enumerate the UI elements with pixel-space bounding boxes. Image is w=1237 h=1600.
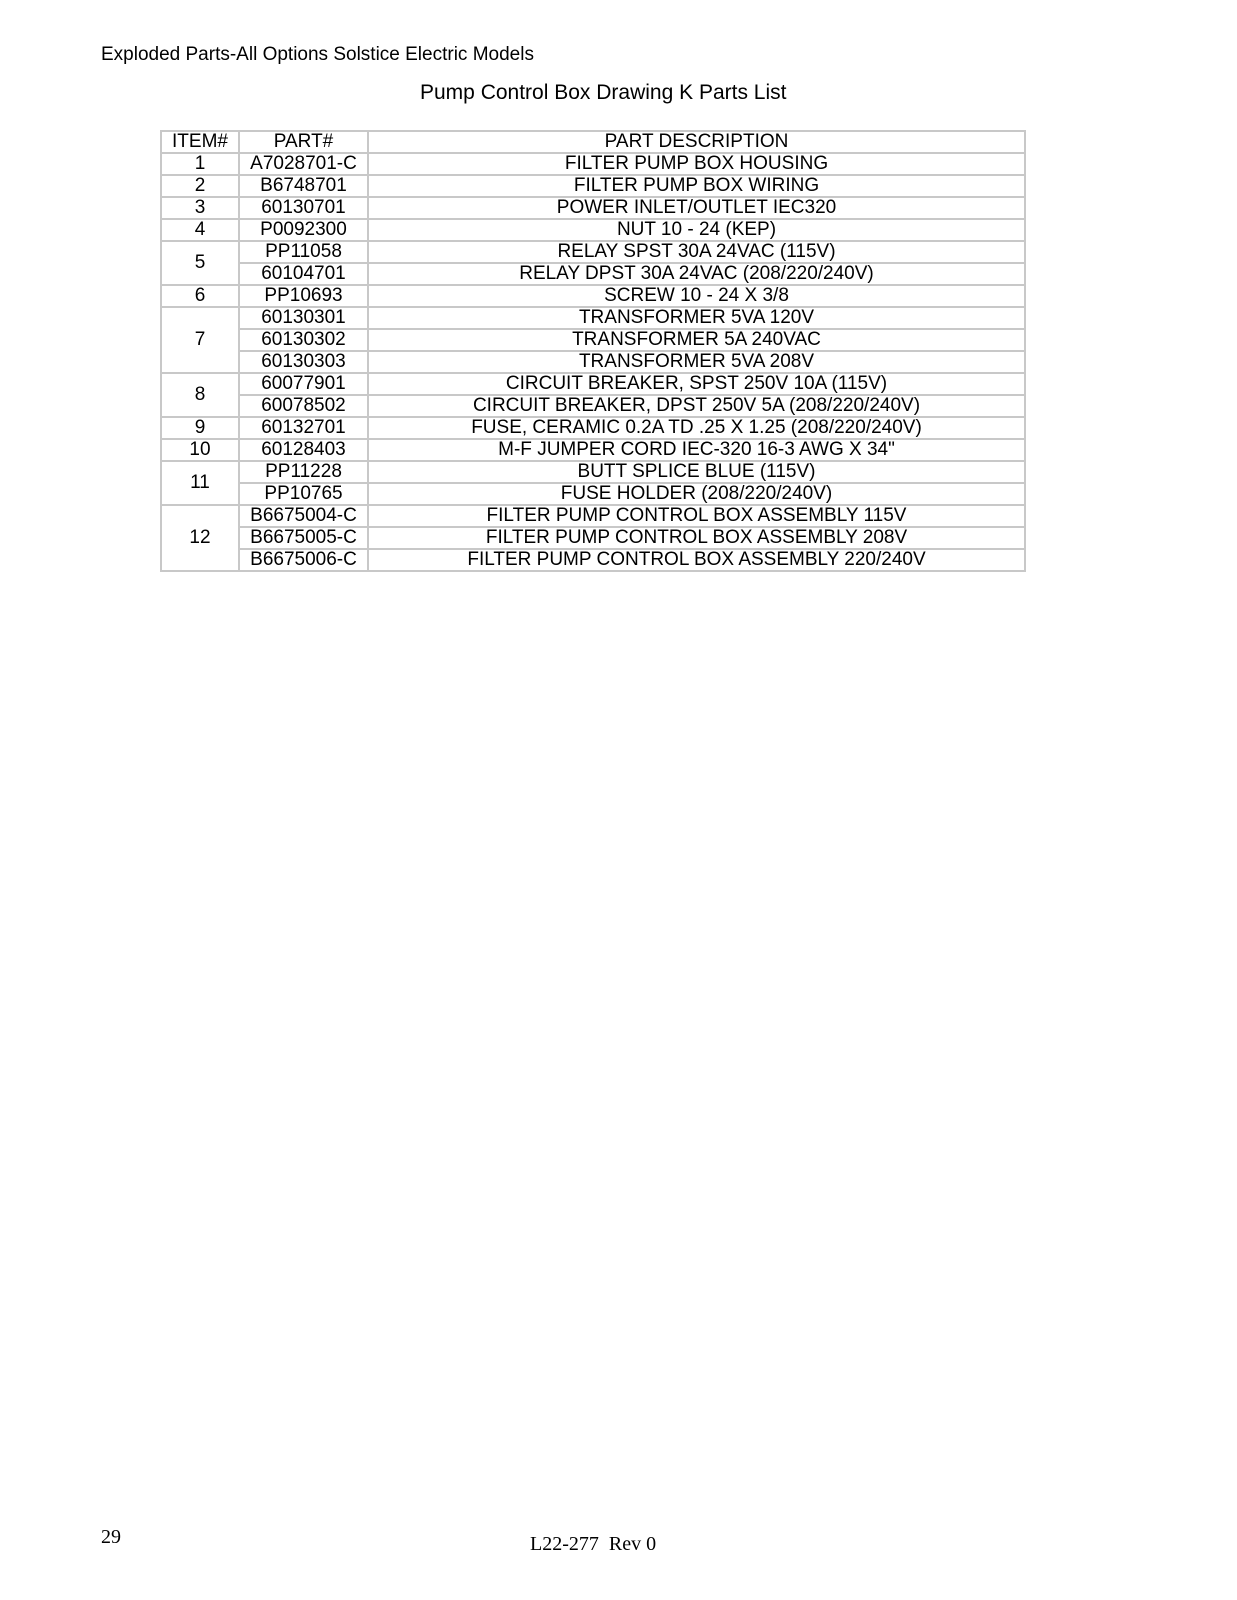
item-number-cell: 11 [161,461,239,505]
part-number-cell: A7028701-C [239,153,368,175]
part-number-cell: 60078502 [239,395,368,417]
part-number-cell: 60130301 [239,307,368,329]
part-description-cell: FILTER PUMP CONTROL BOX ASSEMBLY 220/240V [368,549,1025,571]
part-number-cell: 60077901 [239,373,368,395]
part-description-cell: FUSE HOLDER (208/220/240V) [368,483,1025,505]
item-number-cell: 10 [161,439,239,461]
part-description-cell: RELAY SPST 30A 24VAC (115V) [368,241,1025,263]
part-number-cell: 60130303 [239,351,368,373]
part-description-cell: FILTER PUMP BOX WIRING [368,175,1025,197]
item-number-cell: 3 [161,197,239,219]
part-description-cell: CIRCUIT BREAKER, SPST 250V 10A (115V) [368,373,1025,395]
table-row [161,395,1025,417]
item-number-cell: 9 [161,417,239,439]
part-description-cell: CIRCUIT BREAKER, DPST 250V 5A (208/220/240V) [368,395,1025,417]
part-description-cell: FILTER PUMP CONTROL BOX ASSEMBLY 115V [368,505,1025,527]
table-row [161,527,1025,549]
item-number-cell: 5 [161,241,239,285]
item-number-cell: 8 [161,373,239,417]
part-description-cell: BUTT SPLICE BLUE (115V) [368,461,1025,483]
document-reference: L22-277 Rev 0 [530,1533,657,1555]
table-row [161,197,1025,219]
item-number-cell: 2 [161,175,239,197]
table-row [161,549,1025,571]
table-row [161,263,1025,285]
part-description-cell: TRANSFORMER 5A 240VAC [368,329,1025,351]
part-number-cell: PP10765 [239,483,368,505]
part-number-cell: 60130302 [239,329,368,351]
part-number-cell: 60128403 [239,439,368,461]
part-number-cell: PP10693 [239,285,368,307]
part-description-cell: M-F JUMPER CORD IEC-320 16-3 AWG X 34" [368,439,1025,461]
part-number-cell: PP11228 [239,461,368,483]
part-description-cell: FILTER PUMP CONTROL BOX ASSEMBLY 208V [368,527,1025,549]
table-row [161,219,1025,241]
parts-table-body [161,153,1025,571]
table-row [161,307,1025,329]
page-title-text: Pump Control Box Drawing K Parts List [420,81,787,104]
item-number-cell: 4 [161,219,239,241]
table-row [161,483,1025,505]
table-row [161,329,1025,351]
document-header: Exploded Parts-All Options Solstice Electric Models [101,44,534,65]
column-header-part: PART# [239,131,368,153]
part-number-cell: 60130701 [239,197,368,219]
column-header-item: ITEM# [161,131,239,153]
part-description-cell: RELAY DPST 30A 24VAC (208/220/240V) [368,263,1025,285]
part-number-cell: B6748701 [239,175,368,197]
part-description-cell: TRANSFORMER 5VA 208V [368,351,1025,373]
part-number-cell: B6675005-C [239,527,368,549]
part-description-cell: NUT 10 - 24 (KEP) [368,219,1025,241]
table-row [161,417,1025,439]
table-header-row [161,131,1025,153]
part-number-cell: PP11058 [239,241,368,263]
parts-list-table [160,130,1026,572]
table-row [161,285,1025,307]
part-description-cell: FILTER PUMP BOX HOUSING [368,153,1025,175]
item-number-cell: 7 [161,307,239,373]
table-row [161,153,1025,175]
table-row [161,505,1025,527]
item-number-cell: 1 [161,153,239,175]
part-number-cell: B6675006-C [239,549,368,571]
table-row [161,373,1025,395]
table-row [161,175,1025,197]
page-number: 29 [101,1526,121,1548]
part-number-cell: 60132701 [239,417,368,439]
item-number-cell: 6 [161,285,239,307]
table-row [161,439,1025,461]
part-description-cell: POWER INLET/OUTLET IEC320 [368,197,1025,219]
table-row [161,241,1025,263]
part-number-cell: 60104701 [239,263,368,285]
part-description-cell: SCREW 10 - 24 X 3/8 [368,285,1025,307]
item-number-cell: 12 [161,505,239,571]
part-description-cell: TRANSFORMER 5VA 120V [368,307,1025,329]
column-header-description: PART DESCRIPTION [368,131,1025,153]
part-description-cell: FUSE, CERAMIC 0.2A TD .25 X 1.25 (208/220/240V) [368,417,1025,439]
table-row [161,351,1025,373]
part-number-cell: P0092300 [239,219,368,241]
part-number-cell: B6675004-C [239,505,368,527]
table-row [161,461,1025,483]
